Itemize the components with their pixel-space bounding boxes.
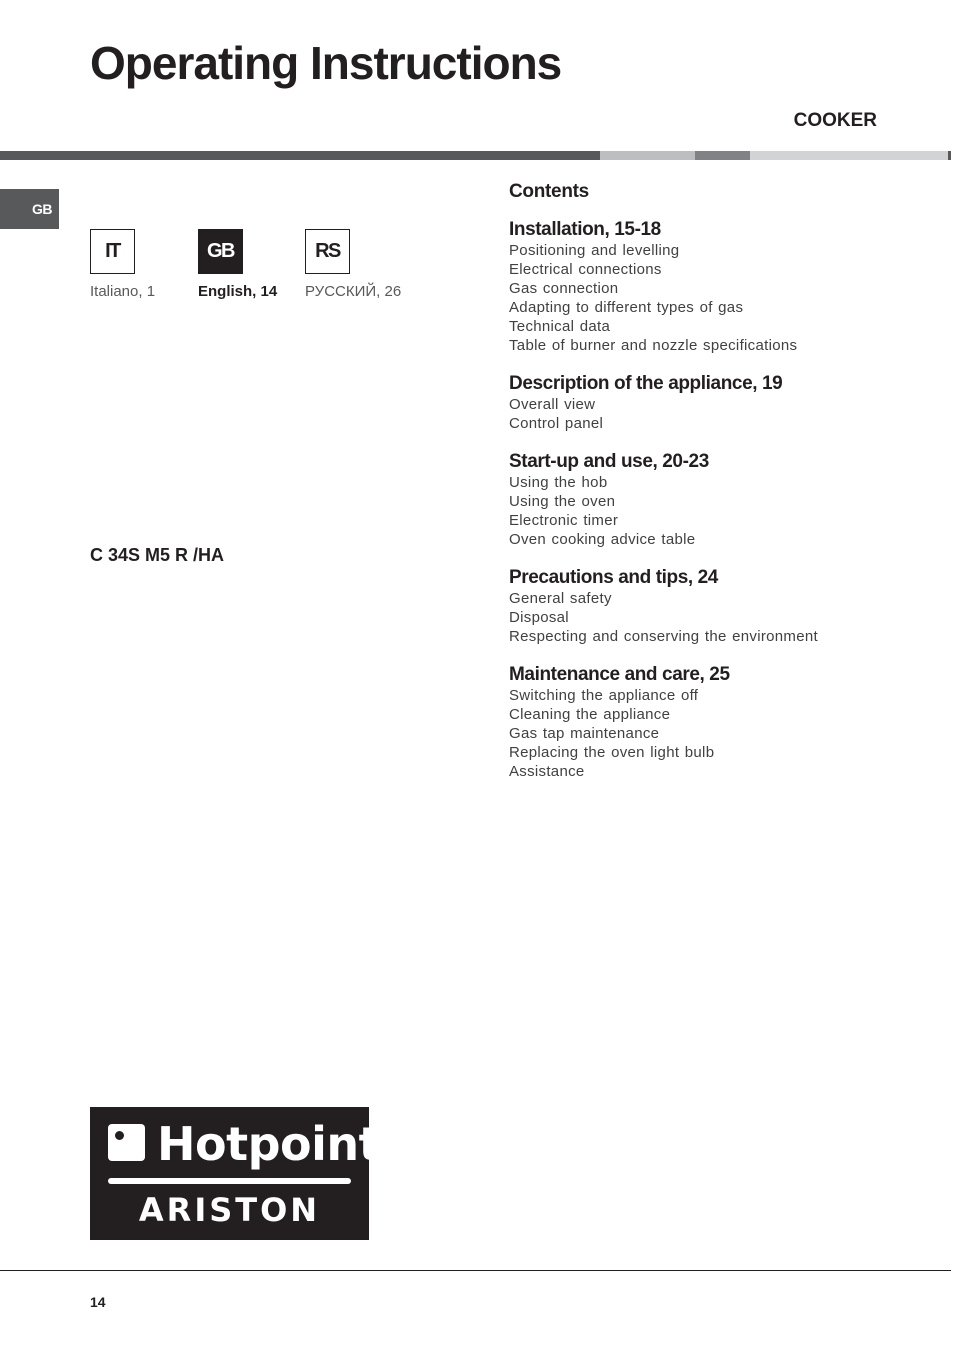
logo-dot: [115, 1131, 124, 1140]
stripe-segment-mid: [695, 151, 750, 160]
logo-mark-icon: [108, 1124, 145, 1161]
section-item: Positioning and levelling: [509, 242, 680, 259]
logo-divider: [108, 1178, 351, 1184]
section-item: Assistance: [509, 763, 585, 780]
side-language-tab: GB: [0, 189, 59, 229]
section-item: General safety: [509, 590, 612, 607]
page-title: Operating Instructions: [90, 37, 562, 89]
section-heading: Description of the appliance, 19: [509, 373, 783, 394]
contents-section-precautions: [509, 567, 949, 646]
section-item: Replacing the oven light bulb: [509, 744, 715, 761]
stripe-segment-light: [600, 151, 695, 160]
language-name: Italiano,: [90, 283, 143, 300]
model-number: C 34S M5 R /HA: [90, 545, 225, 565]
section-item: Using the hob: [509, 474, 608, 491]
stripe-segment-dark: [0, 151, 600, 160]
logo-wordmark-secondary: ARISTON: [138, 1191, 321, 1229]
hotpoint-ariston-logo: [90, 1107, 381, 1240]
section-item: Gas connection: [509, 280, 619, 297]
section-item: Oven cooking advice table: [509, 531, 696, 548]
section-item: Switching the appliance off: [509, 687, 699, 704]
language-page: 14: [260, 283, 278, 300]
section-item: Overall view: [509, 396, 596, 413]
footer-divider: [0, 1270, 951, 1271]
table-of-contents: [509, 181, 949, 799]
section-item: Control panel: [509, 415, 604, 432]
page-number: 14: [90, 1294, 106, 1310]
language-page: 26: [384, 283, 402, 300]
section-heading: Start-up and use, 20-23: [509, 451, 709, 472]
section-item: Adapting to different types of gas: [509, 299, 744, 316]
section-heading: Precautions and tips, 24: [509, 567, 718, 588]
product-type: COOKER: [793, 110, 877, 131]
stripe-segment-end: [948, 151, 951, 160]
section-heading: Installation, 15-18: [509, 219, 661, 240]
language-page: 1: [146, 283, 156, 300]
language-label-rs: [305, 283, 401, 300]
section-heading: Maintenance and care, 25: [509, 664, 730, 685]
language-box-it: IT: [90, 229, 135, 274]
section-item: Respecting and conserving the environment: [509, 628, 818, 645]
contents-section-startup: [509, 451, 949, 549]
logo-wordmark-primary: Hotpoint: [157, 1117, 381, 1171]
section-item: Table of burner and nozzle specifications: [509, 337, 798, 354]
contents-section-description: [509, 373, 949, 433]
stripe-segment-pale: [750, 151, 948, 160]
language-name: English,: [198, 283, 257, 300]
contents-section-maintenance: [509, 664, 949, 781]
language-label-gb: [198, 283, 277, 300]
language-name: РУССКИЙ,: [305, 283, 381, 300]
language-box-gb: GB: [198, 229, 243, 274]
section-item: Using the oven: [509, 493, 616, 510]
section-item: Disposal: [509, 609, 569, 626]
section-item: Cleaning the appliance: [509, 706, 671, 723]
language-box-rs: RS: [305, 229, 350, 274]
contents-title: Contents: [509, 181, 589, 202]
section-item: Electronic timer: [509, 512, 619, 529]
section-item: Gas tap maintenance: [509, 725, 660, 742]
language-label-it: [90, 283, 155, 300]
section-item: Technical data: [509, 318, 611, 335]
contents-section-installation: [509, 219, 949, 355]
section-item: Electrical connections: [509, 261, 662, 278]
